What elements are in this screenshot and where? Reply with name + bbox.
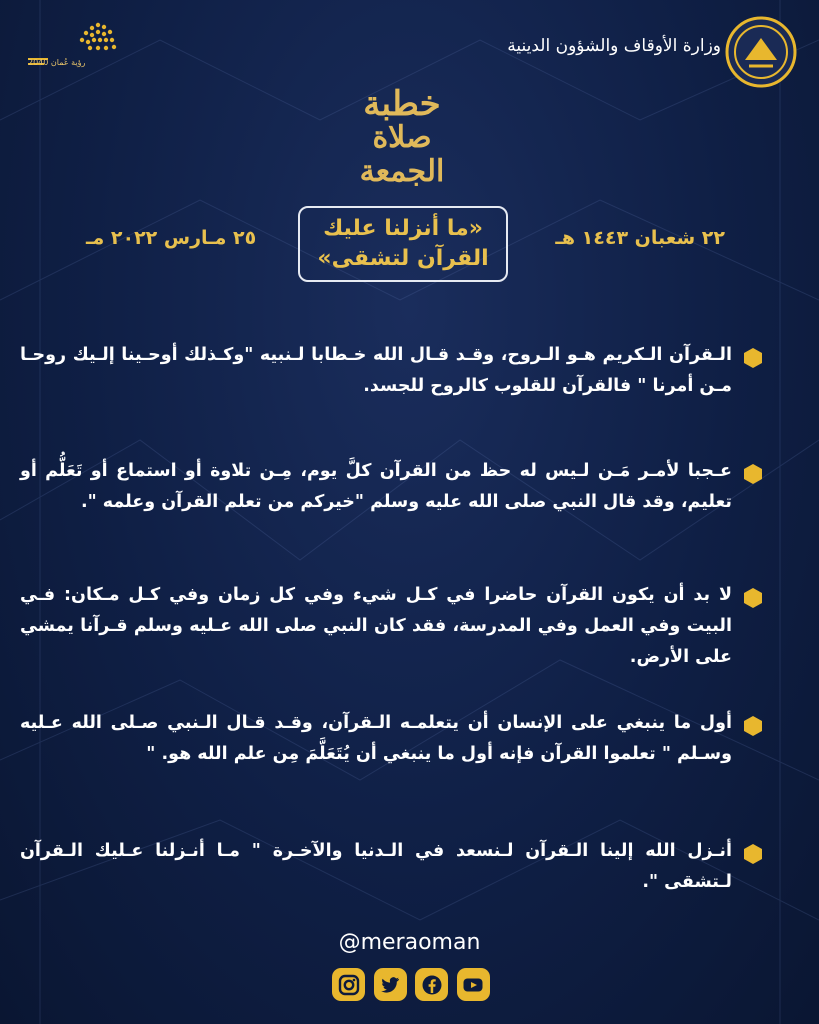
gold-bullet-icon [742,843,764,865]
gold-bullet-icon [742,347,764,369]
friday-sermon-calligraphy [322,84,482,194]
list-item [20,836,764,898]
hijri-date: ٢٢ شعبان ١٤٤٣ هـ [555,227,725,249]
calligraphy-line-3: الجمعة [359,154,445,189]
gold-bullet-icon [742,587,764,609]
point-text: لا بد أن يكون القرآن حاضرا في كـل شيء وفي كل زمان وفي كـل مـكان: فـي البيت وفي العمل وفي المدرسة، فقد كان النبي صلى الله عـليه وسلم قـرآنا يمشي على الأرض. [20,585,732,667]
list-item [20,580,764,673]
point-text: أنـزل الله إلينا الـقرآن لـنسعد في الـدنيا والآخـرة " مـا أنـزلنا عـليك الـقرآن لـتشقى ". [20,841,732,892]
social-icons [332,968,490,1002]
sermon-title-box [298,206,508,282]
youtube-icon[interactable] [457,968,490,1001]
gold-bullet-icon [742,463,764,485]
instagram-icon[interactable] [332,968,365,1001]
gregorian-date: ٢٥ مـارس ٢٠٢٢ مـ [86,227,257,249]
calligraphy-line-2: صلاة [372,120,432,155]
point-text: عـجبا لأمـر مَـن لـيس له حظ من القرآن كلَّ يوم، مِـن تلاوة أو استماع أو تَعَلُّم أو تعليم، وقد قال النبي صلى الله عليه وسلم "خيركم من تعلم القرآن وعلمه ". [20,461,732,512]
list-item [20,708,764,770]
ministry-name: وزارة الأوقاف والشؤون الدينية [507,36,721,56]
vision-text: رؤية عُمان 2040 [28,58,86,67]
sermon-title-line-1: «ما أنزلنا عليك [323,216,483,241]
gold-bullet-icon [742,715,764,737]
vision-2040-logo [20,18,135,80]
list-item [20,456,764,518]
point-text: الـقرآن الـكريم هـو الـروح، وقـد قـال الله خـطابا لـنبيه "وكـذلك أوحـينا إلـيك روحـا مـن أمرنا " فالقرآن للقلوب كالروح للجسد. [20,345,732,396]
point-text: أول ما ينبغي على الإنسان أن يتعلمـه الـقرآن، وقـد قـال الـنبي صـلى الله عـليه وسـلم " تعلموا القرآن فإنه أول ما ينبغي أن يُتَعَلَّمَ مِن علم الله هو. " [20,713,732,764]
list-item [20,340,764,402]
facebook-icon[interactable] [415,968,448,1001]
calligraphy-line-1: خطبة [363,84,441,124]
sermon-title-line-2: القرآن لتشقى» [317,246,489,271]
ministry-seal-icon [725,16,797,88]
twitter-icon[interactable] [374,968,407,1001]
social-handle[interactable]: @meraoman [338,930,481,955]
